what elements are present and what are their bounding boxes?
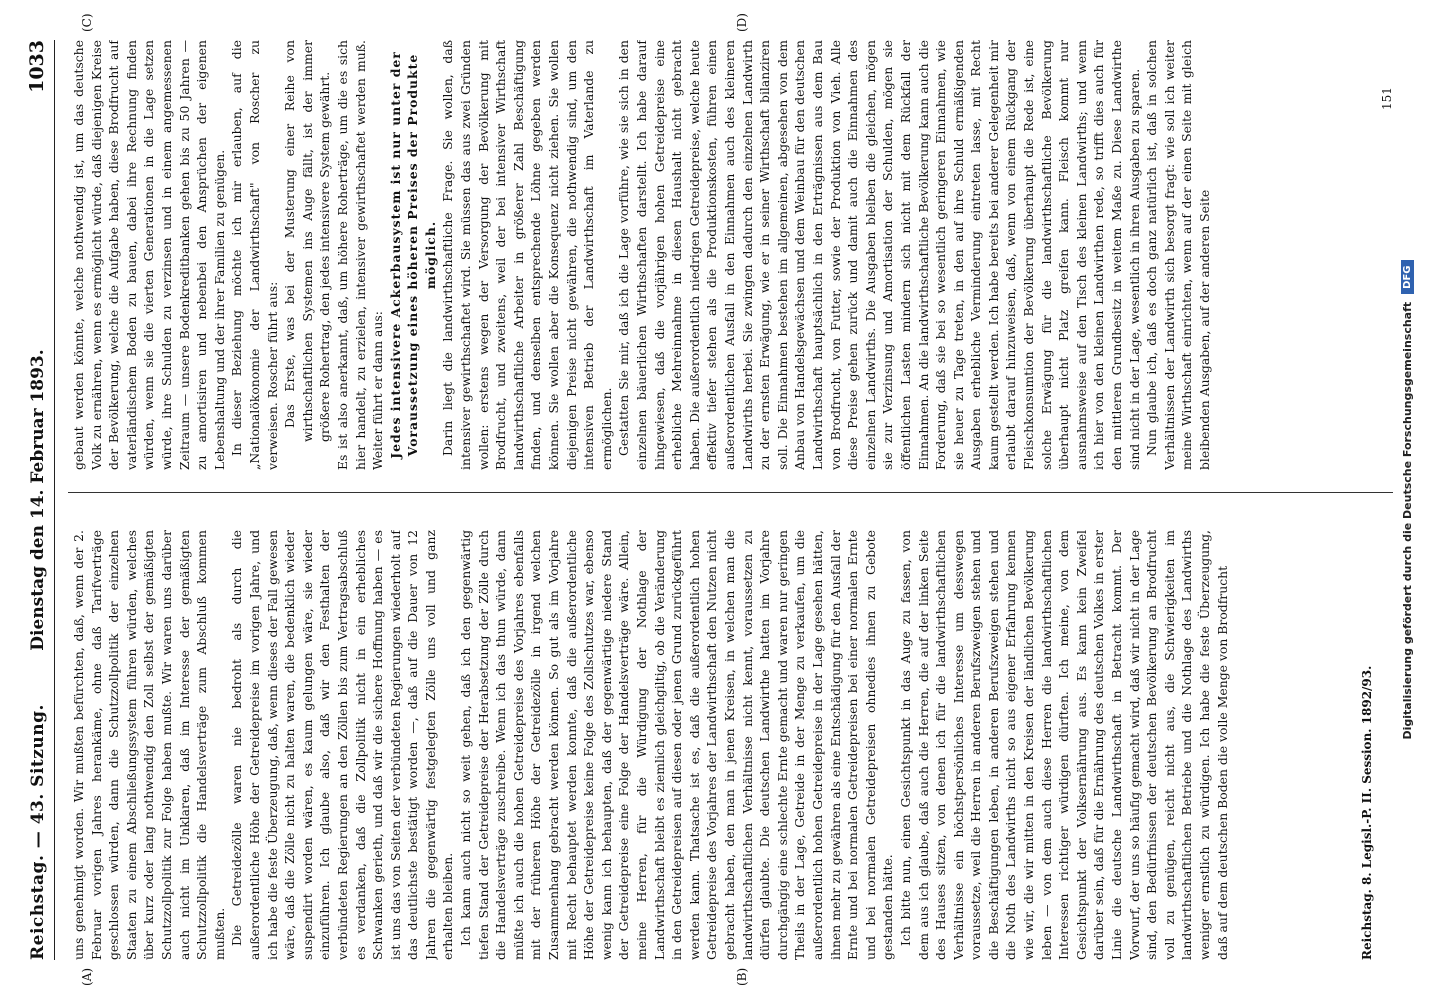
margin-letter-d: (D) [735,13,749,32]
margin-letter-c: (C) [80,13,94,32]
credit-text: Digitalisierung gefördert durch die Deutsche Forschungsgemeinschaft [1400,301,1414,740]
emphasized-quotation: Jedes intensivere Ackerbausystem ist nur unter der Voraussetzung eines höheren Preises der Produkte möglich. [387,51,438,459]
header-rule [54,40,55,960]
margin-letter-a: (A) [80,967,94,986]
paragraph: Die Getreidezölle waren nie bedroht als durch die außerordentliche Höhe der Getreidepreise im vorigen Jahre, und ich habe die feste Überzeugung, daß, wenn dieses der Fall gewesen wäre, daß die Zölle nicht zu halten waren, die bedenklich wieder suspendirt worden wären, es kaum gelungen wäre, sie wieder einzuführen. Ich glaube also, daß wir den Festhalten der verbündeten Regierungen an den Zöllen bis zum Vertragsabschluß es verdanken, daß die Zollpolitik nicht in ein erhebliches Schwanken gerieth, und daß wir die sichere Hoffnung haben — es ist uns das von Seiten der verbündeten Regierungen wiederholt auf das deutlichste bestätigt worden —, daß auf die Dauer von 12 Jahren die gegenwärtig festgelegten Zölle uns voll und ganz erhalten bleiben. [229,530,456,960]
margin-letter-b: (B) [735,967,749,986]
dfg-logo: DFG [1401,261,1414,294]
quotation: Das Erste, was bei der Musterung einer Reihe von wirthschaftlichen Systemen ins Auge fällt, ist der immer größere Rohertrag, den jedes intensivere System gewährt. [282,40,333,442]
column-divider [68,492,1393,493]
page-number: 1033 [26,40,48,93]
text-column-right [70,40,1390,470]
footer-session-note: Reichstag. 8. Legisl.-P. II. Session. 1892/93. [1360,665,1374,960]
header-left: Reichstag. — 43. Sitzung. [28,704,48,960]
paragraph: In dieser Beziehung möchte ich mir erlauben, auf die „Nationalökonomie der Landwirthschaft" von Roscher zu verweisen. Roscher führt aus: [229,40,280,470]
paragraph: Nun glaube ich, daß es doch ganz natürlich ist, daß in solchen Verhältnissen der Landwirth sich besorgt fragt: wie soll ich weiter meine Wirthschaft einrichten, wenn auf der einen Seite mit gleich bleibenden Ausgaben, auf der anderen Seite [1144,40,1212,470]
text-column-left [70,530,1390,960]
paragraph: Gestatten Sie mir, daß ich die Lage vorführe, wie sie sich in den einzelnen bäuerlichen Wirthschaften darstellt. Ich habe darauf hingewiesen, daß die vorjährigen hohen Getreidepreise eine erhebliche Mehreinnahme in diesen Haushalt nicht gebracht haben. Die außerordentlich niedrigen Getreidepreise, welche heute effektiv tiefer stehen als die Produktionskosten, führen einen außerordentlichen Ausfall in den Einnahmen auch des kleineren Landwirths herbei. Sie zwingen dadurch den einzelnen Landwirth zu der ernsten Erwägung, wie er in seiner Wirthschaft bilanziren soll. Die Einnahmen bestehen im allgemeinen, abgesehen von dem Anbau von Handelsgewächsen und dem Weinbau für den deutschen Landwirthschaft hauptsächlich in den Erträgnissen aus dem Bau von Brodfrucht, von Futter, sowie der Produktion von Vieh. Alle diese Preise gehen zurück und damit auch die Einnahmen des einzelnen Landwirths. Die Ausgaben bleiben die gleichen, mögen sie zur Verzinsung und Amortisation der Schulden, mögen sie öffentlichen Lasten mindern sich nicht mit dem Rückfall der Einnahmen. An die landwirthschaftliche Bevölkerung kann auch die Forderung, daß sie bei so wesentlich geringeren Einnahmen, wie sie heuer zu Tage treten, in den auf ihre Schuld ermäßigenden Ausgaben erhebliche Verminderung eintreten lasse, mit Recht kaum gestellt werden. Ich habe bereits bei anderer Gelegenheit mir erlaubt darauf hinzuweisen, daß, wenn von einem Rückgang der Fleischkonsumtion der Bevölkerung überhaupt die Rede ist, eine solche Erwägung für die landwirthschaftliche Bevölkerung überhaupt nicht Platz greifen kann. Fleisch kommt nur ausnahmsweise auf den Tisch des kleinen Landwirths; und wenn ich hier von den kleinen Landwirthen rede, so trifft dies auch für den mittleren Grundbesitz in weitem Maße zu. Diese Landwirthe sind nicht in der Lage, wesentlich in ihren Ausgaben zu sparen. [616,40,1142,470]
page-header [22,40,56,960]
paragraph: Es ist also anerkannt, daß, um höhere Roherträge, um die es sich hier handelt, zu erzielen, intensiver gewirthschaftet werden muß. Weiter führt er dann aus: [334,40,386,470]
paragraph: gebaut werden könnte, welche nothwendig ist, um das deutsche Volk zu ernähren, wenn es ermöglicht würde, daß diejenigen Kreise der Bevölkerung, welche die Aufgabe haben, diese Brodfrucht auf vaterländischem Boden zu bauen, dabei ihre Rechnung finden würden, wenn sie die vierten Generationen in die Lage setzen würde, ihre Schulden zu verzinsen und in einem angemessenen Zeitraum — unsere Bodenkreditbanken gehen bis zu 50 Jahren — zu amortisiren und nebenbei den Ansprüchen der eigenen Lebenshaltung und der ihrer Familien zu genügen. [71,40,227,470]
paragraph: Ich bitte nun, einen Gesichtspunkt in das Auge zu fassen, von dem aus ich glaube, daß auch die Herren, die auf der linken Seite des Hauses sitzen, von denen ich für die landwirthschaftlichen Verhältnisse ein höchstpersönliches Interesse um desswegen voraussetze, weil die Herren in anderen Berufszweigen stehen und die Beschäftigungen leben, in anderen Berufszweigen stehen und die Noth des Landwirths nicht so aus eigener Erfahrung kennen wie wir, die wir mitten in den Kreisen der ländlichen Bevölkerung leben — von dem auch diese Herren die landwirthschaftlichen Interessen richtiger würdigen dürften. Ich meine, von dem Gesichtspunkt der Volksernährung aus. Es kann kein Zweifel darüber sein, daß für die Ernährung des deutschen Volkes in erster Linie die deutsche Landwirthschaft in Betracht kommt. Der Vorwurf, der uns so häufig gemacht wird, daß wir nicht in der Lage sind, den Bedürfnissen der deutschen Bevölkerung an Brodfrucht voll zu genügen, reicht nicht aus, die Schwierigkeiten im landwirthschaftlichen Betriebe und die Nothlage des Landwirths weniger ernstlich zu würdigen. Ich habe die feste Überzeugung, daß auf dem deutschen Boden die volle Menge von Brodfrucht [897,530,1230,960]
paragraph: Ich kann auch nicht so weit gehen, daß ich den gegenwärtig tiefen Stand der Getreidepreise der Herabsetzung der Zölle durch die Handelsverträge zuschreibe. Wenn ich das thun würde, dann müßte ich auch die hohen Getreidepreise des Vorjahres ebenfalls mit der früheren Höhe der Getreidezölle in irgend welchen Zusammenhang gebracht werden können. So gut als im Vorjahre mit Recht behauptet werden konnte, daß die außerordentliche Höhe der Getreidepreise keine Folge des Zollschutzes war, ebenso wenig kann ich behaupten, daß der gegenwärtige niedere Stand der Getreidepreise eine Folge der Handelsverträge wäre. Allein, meine Herren, für die Würdigung der Nothlage der Landwirthschaft bleibt es ziemlich gleichgiltig, ob die Veränderung in den Getreidepreisen auf diesen oder jenen Grund zurückgeführt werden kann. Thatsache ist es, daß die außerordentlich hohen Getreidepreise des Vorjahres der Landwirthschaft den Nutzen nicht gebracht haben, den man in jenen Kreisen, in welchen man die landwirthschaftlichen Verhältnisse nicht kennt, voraussetzen zu dürfen glaubte. Die deutschen Landwirthe hatten im Vorjahre durchgängig eine schlechte Ernte gemacht und waren nur geringen Theils in der Lage, Getreide in der Menge zu verkaufen, um die außerordentlich hohen Getreidepreise in der Lage gesehen hätten, ihnen mehr zu gewähren als eine Entschädigung für den Ausfall der Ernte und bei normalen Getreidepreisen bei einer normalen Ernte und bei normalen Getreidepreisen ohnedies ihnen zu Gebote gestanden hätte. [458,530,896,960]
paragraph: Darin liegt die landwirthschaftliche Frage. Sie wollen, daß intensiver gewirthschaftet wird. Sie müssen das aus zwei Gründen wollen: erstens wegen der Versorgung der Bevölkerung mit Brodfrucht, und zweitens, weil der bei intensiver Wirthschaft landwirthschaftliche Arbeiter in größerer Zahl Beschäftigung finden, und denselben entsprechende Löhne gegeben werden können. Sie wollen aber die Konsequenz nicht ziehen. Sie wollen diejenigen Preise nicht gewähren, die nothwendig sind, um den intensiven Betrieb der Landwirthschaft im Vaterlande zu ermöglichen. [440,40,614,470]
paragraph: uns genehmigt worden. Wir mußten befürchten, daß, wenn der 2. Februar vorigen Jahres herankäme, ohne daß Tarifverträge geschlossen würden, dann die Schutzzollpolitik der einzelnen Staaten zu einem Abschließungssystem führen würden, welches über kurz oder lang nothwendig den Zoll selbst der gemäßigten Schutzzollpolitik zur Folge haben mußte. Wir waren uns darüber auch nicht im Unklaren, daß im Interesse der gemäßigten Schutzzollpolitik die Handelsverträge zum Abschluß kommen mußten. [71,530,227,960]
signature-number: 151 [1380,87,1394,110]
digitization-credit [1392,10,1422,990]
header-date: Dienstag den 14. Februar 1893. [28,349,48,651]
